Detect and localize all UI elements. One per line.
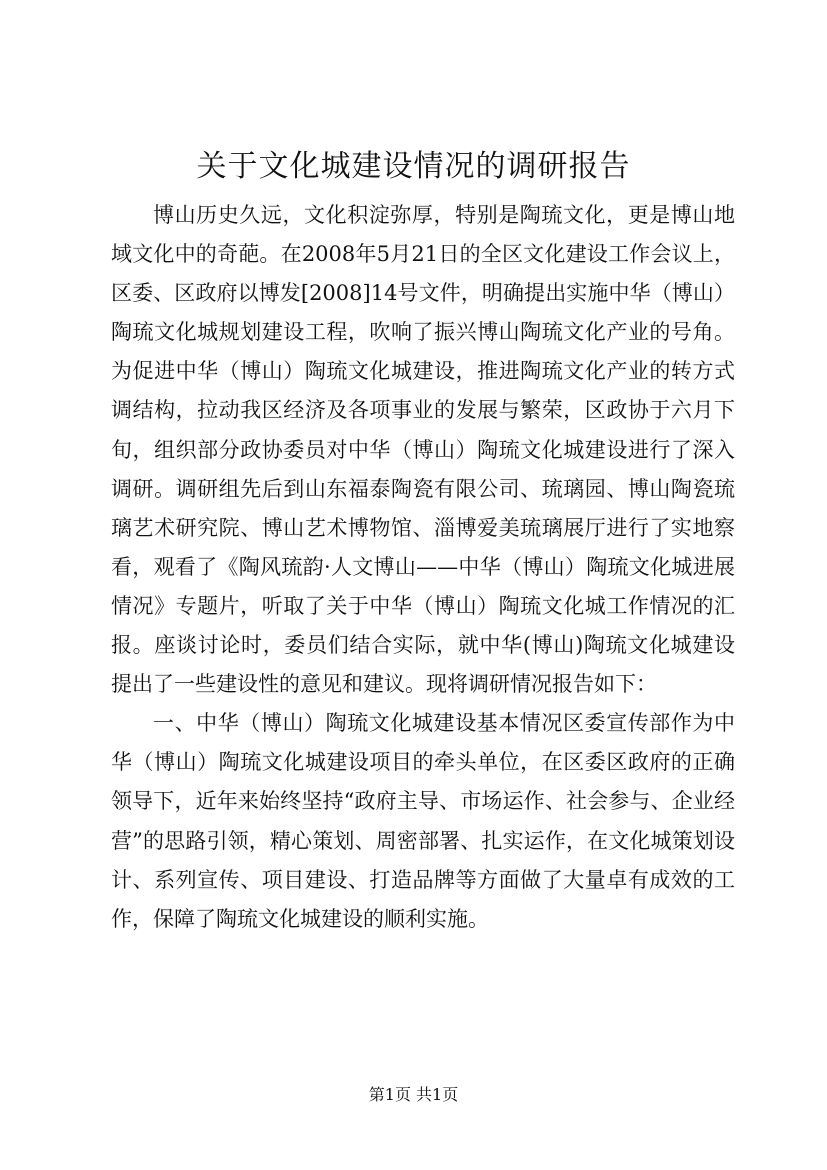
document-title: 关于文化城建设情况的调研报告 [196,149,631,184]
page-footer: 第1页 共1页 [368,1085,459,1104]
paragraph-section-one: 一、中华（博山）陶琉文化城建设基本情况区委宣传部作为中华（博山）陶琉文化城建设项目的牵头单位，在区委区政府的正确领导下，近年来始终坚持“政府主导、市场运作、社会参与、企业经营”的思路引领，精心策划、周密部署、扎实运作，在文化城策划设计、系列宣传、项目建设、打造品牌等方面做了大量卓有成效的工作，保障了陶琉文化城建设的顺利实施。 [111,711,735,931]
document-body [111,196,735,939]
paragraph-intro: 博山历史久远，文化积淀弥厚，特别是陶琉文化，更是博山地域文化中的奇葩。在2008年5月21日的全区文化建设工作会议上，区委、区政府以博发[2008]14号文件，明确提出实施中华（博山）陶琉文化城规划建设工程，吹响了振兴博山陶琉文化产业的号角。为促进中华（博山）陶琉文化城建设，推进陶琉文化产业的转方式调结构，拉动我区经济及各项事业的发展与繁荣，区政协于六月下旬，组织部分政协委员对中华（博山）陶琉文化城建设进行了深入调研。调研组先后到山东福泰陶瓷有限公司、琉璃园、博山陶瓷琉璃艺术研究院、博山艺术博物馆、淄博爱美琉璃展厅进行了实地察看，观看了《陶风琉韵·人文博山——中华（博山）陶琉文化城进展情况》专题片，听取了关于中华（博山）陶琉文化城工作情况的汇报。座谈讨论时，委员们结合实际，就中华(博山)陶琉文化城建设提出了一些建设性的意见和建议。现将调研情况报告如下： [111,203,735,697]
